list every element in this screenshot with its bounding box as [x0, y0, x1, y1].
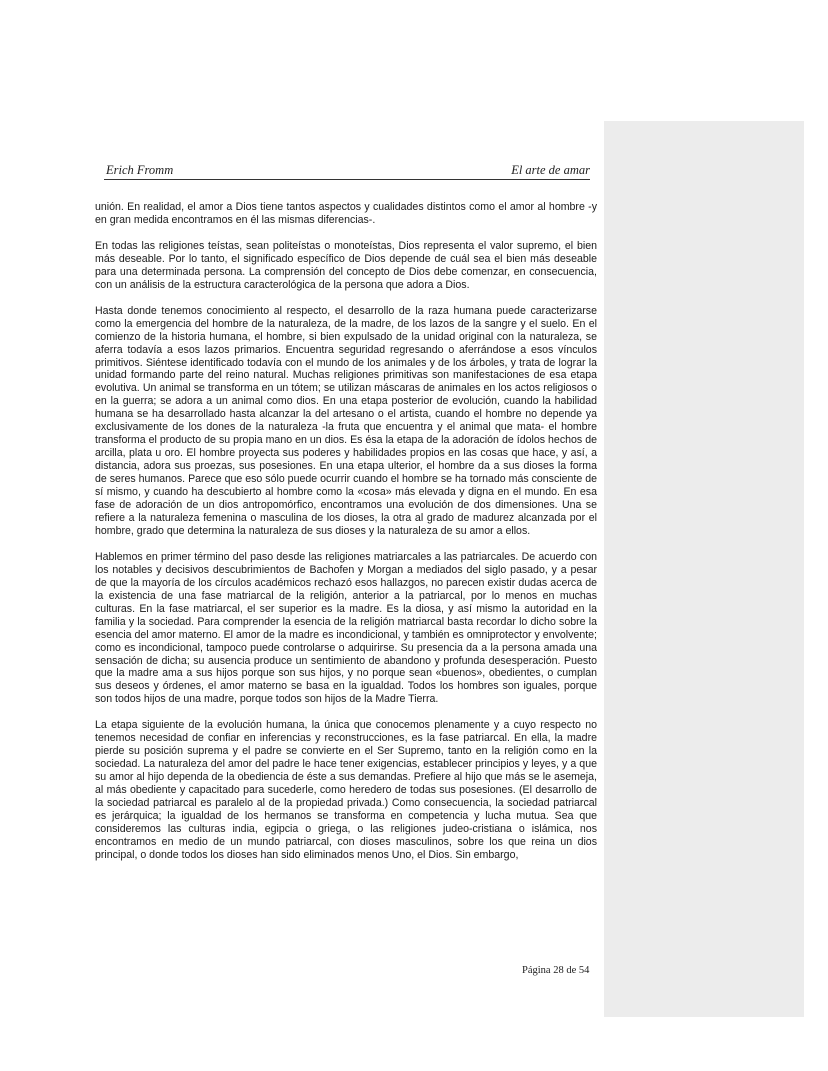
- running-header: [104, 163, 590, 180]
- body-text: [95, 201, 597, 875]
- comment-margin-pane: [604, 121, 804, 1017]
- paragraph: La etapa siguiente de la evolución humana, la única que conocemos plenamente y a cuyo respecto no tenemos necesidad de confiar en inferencias y reconstrucciones, es la fase patriarcal. En ella, la madre pierde su posición suprema y el padre se convierte en el Ser Supremo, tanto en la religión como en la sociedad. La naturaleza del amor del padre le hace tener exigencias, establecer principios y leyes, y a que su amor al hijo dependa de la obediencia de éste a sus demandas. Prefiere al hijo que más se le asemeja, al más obediente y capacitado para sucederle, como heredero de todas sus posesiones. (El desarrollo de la sociedad patriarcal es paralelo al de la propiedad privada.) Como consecuencia, la sociedad patriarcal es jerárquica; la igualdad de los hermanos se transforma en competencia y lucha mutua. Sea que consideremos las culturas india, egipcia o griega, o las religiones judeo-cristiana o islámica, nos encontramos en medio de un mundo patriarcal, con dioses masculinos, sobre los que reina un dios principal, o donde todos los dioses han sido eliminados menos Uno, el Dios. Sin embargo,: [95, 719, 597, 861]
- paragraph: unión. En realidad, el amor a Dios tiene tantos aspectos y cualidades distintos como el amor al hombre -y en gran medida encontramos en él las mismas diferencias-.: [95, 201, 597, 226]
- page-number: Página 28 de 54: [522, 965, 590, 976]
- header-author: Erich Fromm: [106, 163, 174, 177]
- header-book-title: El arte de amar: [511, 163, 590, 177]
- paragraph: Hablemos en primer término del paso desde las religiones matriarcales a las patriarcales. De acuerdo con los notables y decisivos descubrimientos de Bachofen y Morgan a mediados del siglo pasado, y a pesar de que la mayoría de los círculos académicos rechazó esos hallazgos, no parecen existir dudas acerca de la existencia de una fase matriarcal de la religión, anterior a la patriarcal, por lo menos en muchas culturas. En la fase matriarcal, el ser superior es la madre. Es la diosa, y así mismo la autoridad en la familia y la sociedad. Para comprender la esencia de la religión matriarcal basta recordar lo dicho sobre la esencia del amor materno. El amor de la madre es incondicional, y también es omniprotector y envolvente; como es incondicional, tampoco puede controlarse o adquirirse. Su presencia da a la persona amada una sensación de dicha; su ausencia produce un sentimiento de abandono y profunda desesperación. Puesto que la madre ama a sus hijos porque son sus hijos, y no porque sean «buenos», obedientes, o cumplan sus deseos y órdenes, el amor materno se basa en la igualdad. Todos los hombres son iguales, porque son todos hijos de una madre, porque todos son hijos de la Madre Tierra.: [95, 550, 597, 706]
- paragraph: Hasta donde tenemos conocimiento al respecto, el desarrollo de la raza humana puede caracterizarse como la emergencia del hombre de la naturaleza, de la madre, de los lazos de la sangre y el suelo. En el comienzo de la historia humana, el hombre, si bien expulsado de la unidad original con la naturaleza, se aferra todavía a esos lazos primarios. Encuentra seguridad regresando o aferrándose a esos vínculos primitivos. Siéntese identificado todavía con el mundo de los animales y de los árboles, y trata de lograr la unidad formando parte del reino natural. Muchas religiones primitivas son manifestaciones de esa etapa evolutiva. Un animal se transforma en un tótem; se utilizan máscaras de animales en los actos religiosos o en la guerra; se adora a un animal como dios. En una etapa posterior de evolución, cuando la habilidad humana se ha desarrollado hasta alcanzar la del artesano o el artista, cuando el hombre no depende ya exclusivamente de los dones de la naturaleza -la fruta que encuentra y el animal que mata- el hombre transforma el producto de su propia mano en un dios. Es ésa la etapa de la adoración de ídolos hechos de arcilla, plata u oro. El hombre proyecta sus poderes y habilidades propios en las cosas que hace, y así, a distancia, adora sus proezas, sus posesiones. En una etapa ulterior, el hombre da a sus dioses la forma de seres humanos. Parece que eso sólo puede ocurrir cuando el hombre se ha tornado más consciente de sí mismo, y cuando ha descubierto al hombre como la «cosa» más elevada y digna en el mundo. En esa fase de adoración de un dios antropomórfico, encontramos una evolución de dos dimensiones. Una se refiere a la naturaleza femenina o masculina de los dioses, la otra al grado de madurez alcanzada por el hombre, grado que determina la naturaleza de sus dioses y la naturaleza de su amor a ellos.: [95, 304, 597, 537]
- paragraph: En todas las religiones teístas, sean politeístas o monoteístas, Dios representa el valor supremo, el bien más deseable. Por lo tanto, el significado específico de Dios depende de cuál sea el bien más deseable para una determinada persona. La comprensión del concepto de Dios debe comenzar, en consecuencia, con un análisis de la estructura caracterológica de la persona que adora a Dios.: [95, 239, 597, 291]
